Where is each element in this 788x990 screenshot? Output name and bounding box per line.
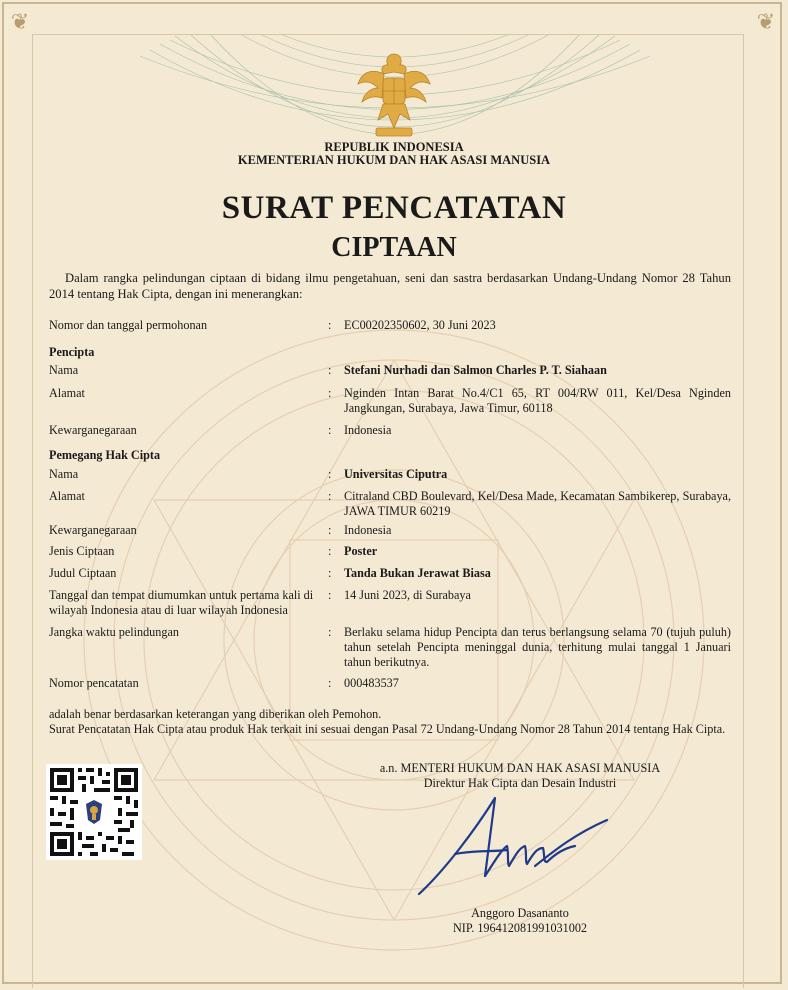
field-value: Nginden Intan Barat No.4/C1 65, RT 004/RW 011, Kel/Desa Nginden Jangkungan, Surabaya, Jawa Timur, 60118 — [344, 386, 731, 415]
field-label: Nomor dan tanggal permohonan — [49, 318, 208, 332]
ministry-label: KEMENTERIAN HUKUM DAN HAK ASASI MANUSIA — [237, 153, 551, 167]
letterhead — [0, 141, 788, 167]
field-value: Universitas Ciputra — [344, 467, 448, 481]
field-value: Tanda Bukan Jerawat Biasa — [344, 566, 491, 580]
field-value: Citraland CBD Boulevard, Kel/Desa Made, Kecamatan Sambikerep, Surabaya, JAWA TIMUR 60219 — [344, 489, 731, 518]
closing-line-2: Surat Pencatatan Hak Cipta atau produk Hak terkait ini sesuai dengan Pasal 72 Undang-Undang Nomor 28 Tahun 2014 tentang Hak Cipta. — [49, 722, 726, 736]
republic-label: REPUBLIK INDONESIA — [324, 140, 464, 154]
colon: : — [328, 318, 332, 332]
colon: : — [328, 489, 332, 503]
section-heading-holder: Pemegang Hak Cipta — [49, 448, 161, 462]
colon: : — [328, 363, 332, 377]
corner-ornament-icon: ❦ — [756, 9, 776, 34]
field-value: 000483537 — [344, 676, 399, 690]
field-value: EC00202350602, 30 Juni 2023 — [344, 318, 496, 332]
field-label: Nama — [49, 467, 79, 481]
official-name: Anggoro Dasananto — [471, 906, 569, 920]
field-value: Berlaku selama hidup Pencipta dan terus berlangsung selama 70 (tujuh puluh) tahun setelah Pencipta meninggal dunia, terhitung mulai tanggal 1 Januari tahun berikutnya. — [344, 625, 731, 669]
closing-line-1: adalah benar berdasarkan keterangan yang diberikan oleh Pemohon. — [49, 707, 382, 721]
field-value: Indonesia — [344, 423, 392, 437]
colon: : — [328, 386, 332, 400]
colon: : — [328, 467, 332, 481]
handwritten-signature — [415, 790, 615, 900]
field-label: Jangka waktu pelindungan — [49, 625, 179, 639]
field-value: Stefani Nurhadi dan Salmon Charles P. T. Siahaan — [344, 363, 607, 377]
on-behalf-label: a.n. MENTERI HUKUM DAN HAK ASASI MANUSIA — [379, 761, 661, 775]
colon: : — [328, 676, 332, 690]
official-block — [400, 906, 640, 936]
field-label: Kewarganegaraan — [49, 423, 137, 437]
field-label: Alamat — [49, 489, 85, 503]
signatory-block — [360, 761, 680, 791]
section-heading-creator: Pencipta — [49, 345, 95, 359]
intro-paragraph: Dalam rangka pelindungan ciptaan di bidang ilmu pengetahuan, seni dan sastra berdasarkan Undang-Undang Nomor 28 Tahun 2014 tentang Hak Cipta, dengan ini menerangkan: — [49, 271, 731, 301]
field-label: Judul Ciptaan — [49, 566, 117, 580]
colon: : — [328, 523, 332, 537]
field-label: Nama — [49, 363, 79, 377]
field-label: Tanggal dan tempat diumumkan untuk pertama kali di wilayah Indonesia atau di luar wilayah Indonesia — [49, 588, 314, 617]
closing-statement — [49, 707, 731, 737]
document-title: SURAT PENCATATAN — [221, 190, 567, 226]
colon: : — [328, 566, 332, 580]
official-nip: NIP. 196412081991031002 — [452, 921, 588, 935]
field-label: Alamat — [49, 386, 85, 400]
garuda-emblem-icon — [354, 48, 434, 140]
position-label: Direktur Hak Cipta dan Desain Industri — [423, 776, 617, 790]
field-label: Jenis Ciptaan — [49, 544, 115, 558]
colon: : — [328, 544, 332, 558]
field-label: Nomor pencatatan — [49, 676, 139, 690]
field-value: Indonesia — [344, 523, 392, 537]
qr-code-icon — [46, 764, 142, 860]
colon: : — [328, 588, 332, 602]
field-value: Poster — [344, 544, 378, 558]
colon: : — [328, 423, 332, 437]
colon: : — [328, 625, 332, 639]
document-subtitle: CIPTAAN — [331, 232, 457, 263]
corner-ornament-icon: ❦ — [10, 9, 30, 34]
field-label: Kewarganegaraan — [49, 523, 137, 537]
field-value: 14 Juni 2023, di Surabaya — [344, 588, 471, 602]
